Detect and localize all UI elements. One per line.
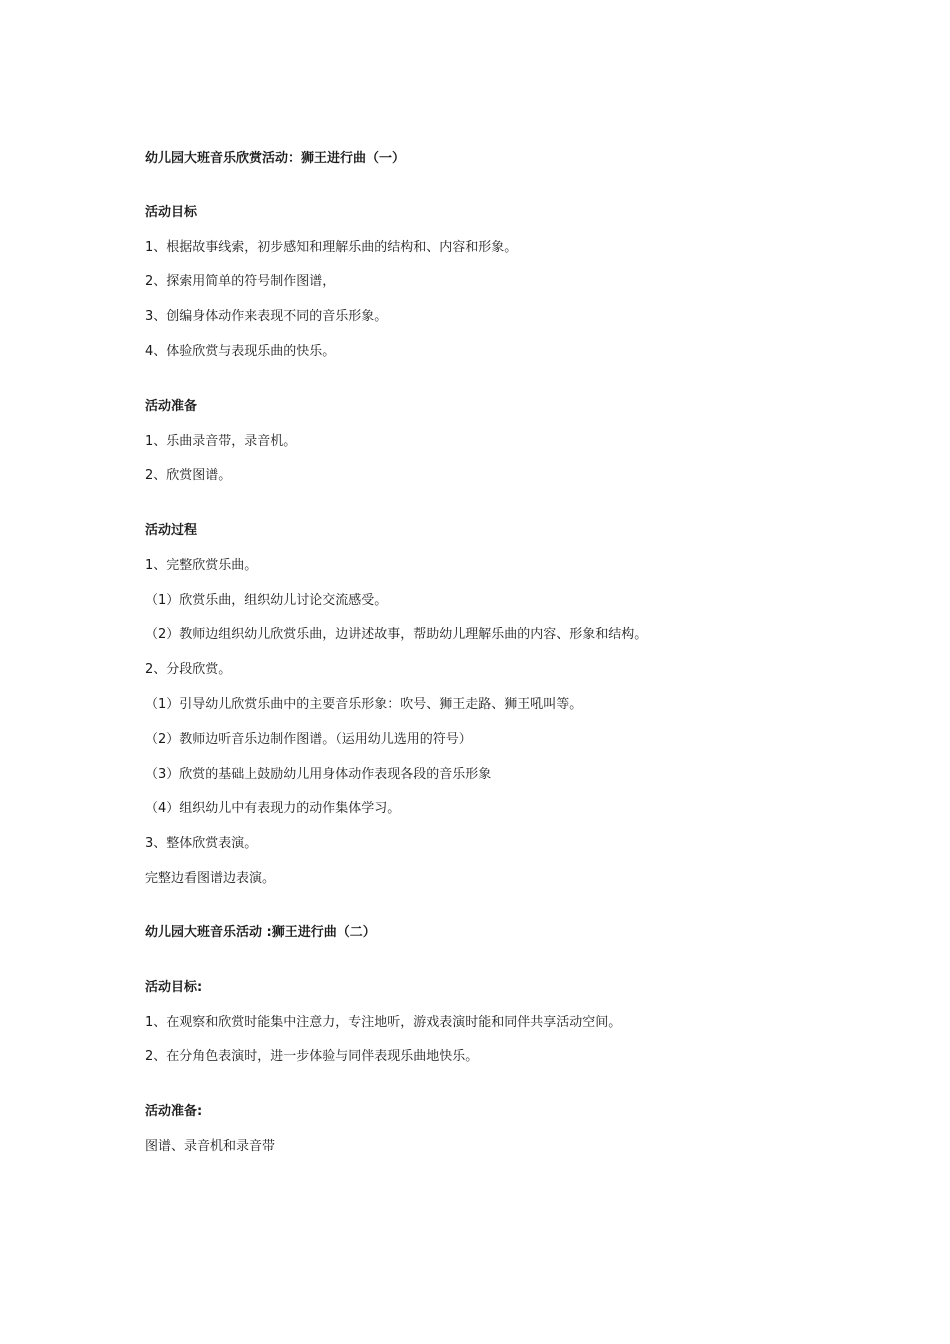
process-item: 2、分段欣赏。 [145, 662, 232, 677]
process-item: （1）引导幼儿欣赏乐曲中的主要音乐形象：吹号、狮王走路、狮王吼叫等。 [145, 697, 583, 712]
section-heading-preparation-2: 活动准备: [145, 1104, 203, 1119]
process-item: （3）欣赏的基础上鼓励幼儿用身体动作表现各段的音乐形象 [145, 767, 492, 782]
preparation-item: 图谱、录音机和录音带 [145, 1139, 276, 1154]
goal-item: 4、体验欣赏与表现乐曲的快乐。 [145, 344, 336, 359]
process-item: 完整边看图谱边表演。 [145, 871, 276, 886]
process-item: （4）组织幼儿中有表现力的动作集体学习。 [145, 801, 401, 816]
process-item: （2）教师边听音乐边制作图谱。（运用幼儿选用的符号） [145, 732, 472, 747]
goal-item: 2、在分角色表演时，进一步体验与同伴表现乐曲地快乐。 [145, 1049, 479, 1064]
goal-item: 1、在观察和欣赏时能集中注意力，专注地听，游戏表演时能和同伴共享活动空间。 [145, 1015, 622, 1030]
document-title-part-2: 幼儿园大班音乐活动 :狮王进行曲（二） [145, 925, 376, 940]
section-heading-preparation: 活动准备 [145, 399, 198, 414]
process-item: （2）教师边组织幼儿欣赏乐曲，边讲述故事，帮助幼儿理解乐曲的内容、形象和结构。 [145, 627, 648, 642]
section-heading-goals-2: 活动目标: [145, 980, 203, 995]
preparation-item: 2、欣赏图谱。 [145, 468, 232, 483]
section-heading-goals: 活动目标 [145, 205, 198, 220]
document-title-part-1: 幼儿园大班音乐欣赏活动：狮王进行曲（一） [145, 151, 406, 166]
process-item: 1、完整欣赏乐曲。 [145, 558, 258, 573]
goal-item: 2、探索用简单的符号制作图谱， [145, 274, 336, 289]
process-item: 3、整体欣赏表演。 [145, 836, 258, 851]
goal-item: 1、根据故事线索，初步感知和理解乐曲的结构和、内容和形象。 [145, 240, 518, 255]
document-page [145, 0, 905, 1344]
goal-item: 3、创编身体动作来表现不同的音乐形象。 [145, 309, 388, 324]
section-heading-process: 活动过程 [145, 523, 198, 538]
preparation-item: 1、乐曲录音带，录音机。 [145, 434, 297, 449]
process-item: （1）欣赏乐曲，组织幼儿讨论交流感受。 [145, 593, 388, 608]
